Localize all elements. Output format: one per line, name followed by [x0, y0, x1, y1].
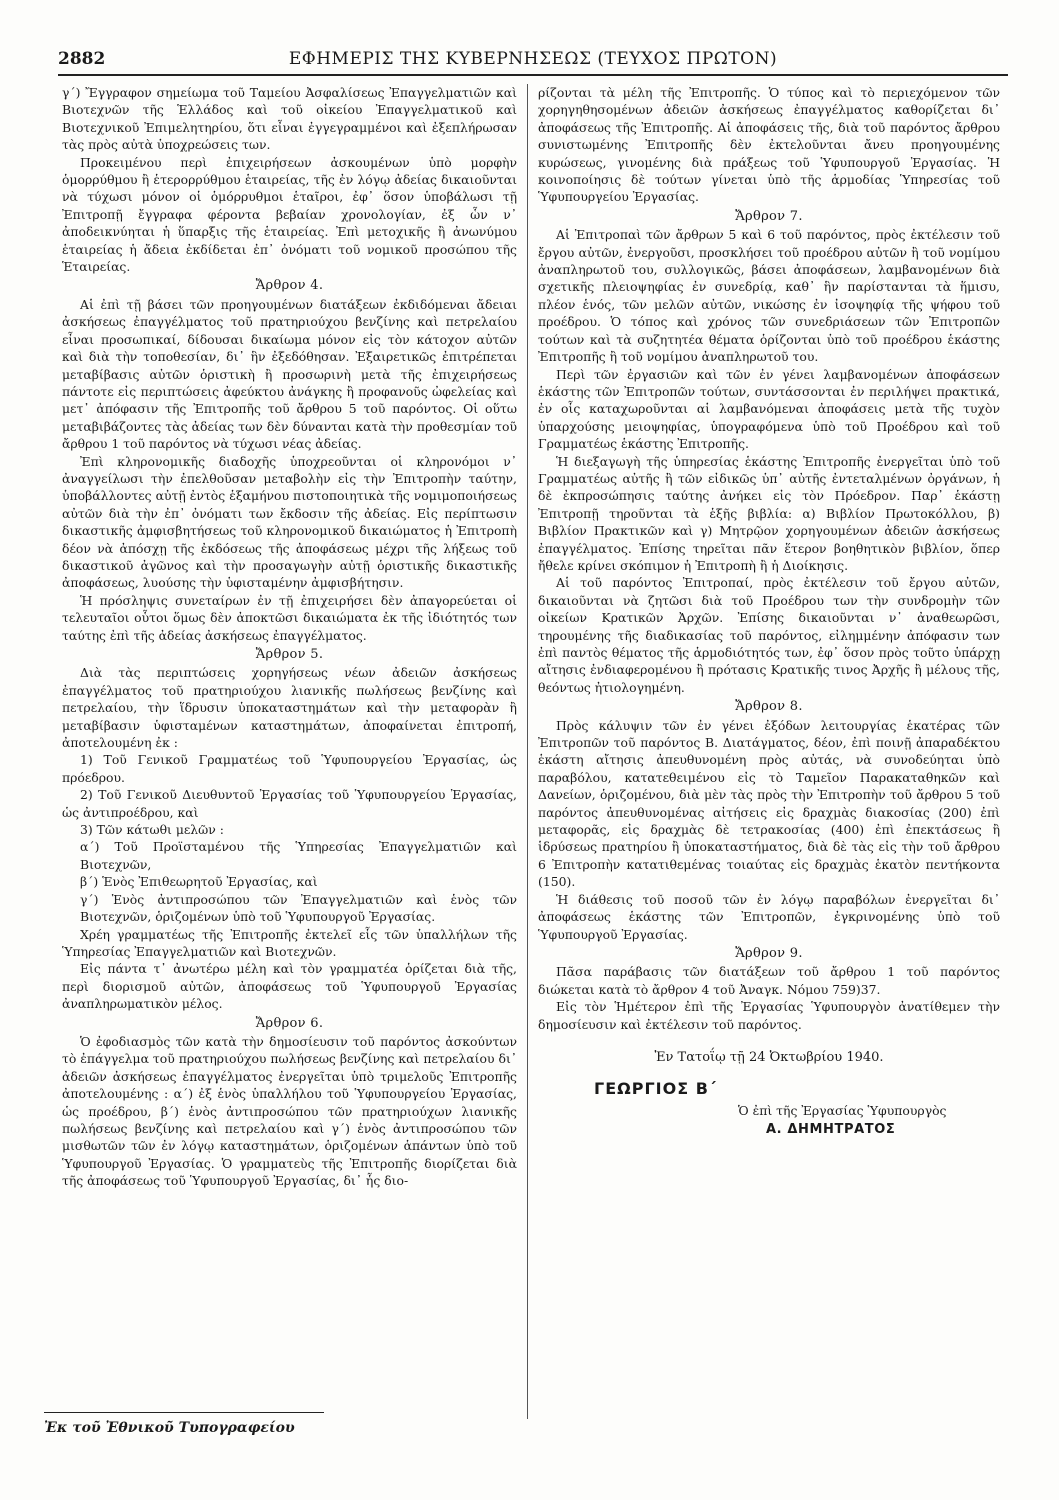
paragraph: Χρέη γραμματέως τῆς Ἐπιτροπῆς ἐκτελεῖ εἷς τῶν ὑπαλλήλων τῆς Ὑπηρεσίας Ἐπαγγελματιῶν καὶ Βιοτεχνῶν. [62, 926, 517, 959]
article-heading: Ἄρθρον 8. [735, 699, 803, 715]
article-heading: Ἄρθρον 9. [735, 945, 803, 961]
paragraph: Ὁ ἐφοδιασμὸς τῶν κατὰ τὴν δημοσίευσιν τοῦ παρόντος ἀσκούντων τὸ ἐπάγγελμα τοῦ πρατηριούχου πωλήσεως βενζίνης καὶ πετρελαίου δι᾿ ἀδειῶν ἀσκήσεως ἐπαγγέλματος ἐνεργεῖται ὑπὸ τριμελοῦς Ἐπιτροπῆς ἀποτελουμένης : α΄) ἐξ ἑνὸς ὑπαλλήλου τοῦ Ὑφυπουργείου Ἐργασίας, ὡς προέδρου, β΄) ἑνὸς ἀντιπροσώπου τῶν πρατηριούχων λιανικῆς πωλήσεως βενζίνης καὶ πετρελαίου καὶ γ΄) ἑνὸς ἀντιπροσώπου τῶν μισθωτῶν τῶν ἐν λόγῳ καταστημάτων, ὁριζομένων ἁπάντων ὑπὸ τοῦ Ὑφυπουργοῦ Ἐργασίας. Ὁ γραμματεὺς τῆς Ἐπιτροπῆς διορίζεται διὰ τῆς ἀποφάσεως τοῦ Ὑφυπουργοῦ Ἐργασίας, δι᾿ ἧς διο- [62, 1033, 517, 1189]
paragraph: Ἐπὶ κληρονομικῆς διαδοχῆς ὑποχρεοῦνται οἱ κληρονόμοι ν᾿ ἀναγγείλωσι τὴν ἐπελθοῦσαν μεταβολὴν εἰς τὴν Ἐπιτροπὴν ταύτην, ὑποβάλλοντες αὐτῇ ἐντὸς ἑξαμήνου πιστοποιητικὰ τῆς νομιμοποιήσεως αὐτῶν διὰ τὴν ἐπ᾿ ὀνόματι των ἔκδοσιν τῆς ἀδείας. Εἰς περίπτωσιν δικαστικῆς ἀμφισβητήσεως τοῦ κληρονομικοῦ δικαιώματος ἡ Ἐπιτροπὴ δέον νὰ ἀπόσχῃ τῆς ἐκδόσεως τῆς ἀποφάσεως μέχρι τῆς λήξεως τοῦ δικαστικοῦ ἀγῶνος καὶ τὴν προσαγωγὴν αὐτῇ ὁριστικῆς δικαστικῆς ἀποφάσεως, λυούσης τὴν ὑφισταμένην ἀμφισβήτησιν. [62, 453, 517, 591]
paragraph: Ἡ διάθεσις τοῦ ποσοῦ τῶν ἐν λόγῳ παραβόλων ἐνεργεῖται δι᾿ ἀποφάσεως ἑκάστης τῶν Ἐπιτροπῶν, ἐγκρινομένης ὑπὸ τοῦ Ὑφυπουργοῦ Ἐργασίας. [538, 891, 1000, 942]
paragraph: Προκειμένου περὶ ἐπιχειρήσεων ἀσκουμένων ὑπὸ μορφὴν ὁμορρύθμου ἢ ἑτερορρύθμου ἑταιρείας, τῆς ἐν λόγῳ ἀδείας δικαιοῦνται νὰ τύχωσι μόνον οἱ ὁμόρρυθμοι ἑταῖροι, ἐφ᾿ ὅσον ὑποβάλωσι τῇ Ἐπιτροπῇ ἔγγραφα φέροντα βεβαίαν χρονολογίαν, ἐξ ὧν ν᾿ ἀποδεικνύηται ἡ ὕπαρξις τῆς ἑταιρείας. Ἐπὶ μετοχικῆς ἢ ἀνωνύμου ἑταιρείας ἡ ἄδεια ἐκδίδεται ἐπ᾿ ὀνόματι τοῦ νομικοῦ προσώπου τῆς Ἑταιρείας. [62, 154, 517, 275]
paragraph: Πρὸς κάλυψιν τῶν ἐν γένει ἐξόδων λειτουργίας ἑκατέρας τῶν Ἐπιτροπῶν τοῦ παρόντος Β. Διατάγματος, δέον, ἐπὶ ποινῇ ἀπαραδέκτου ἑκάστη αἴτησις ἀπευθυνομένη πρὸς αὐτάς, νὰ συνοδεύηται ὑπὸ παραβόλου, κατατεθειμένου εἰς τὸ Ταμεῖον Παρακαταθηκῶν καὶ Δανείων, ὁριζομένου, διὰ μὲν τὰς πρὸς τὴν Ἐπιτροπὴν τοῦ ἄρθρου 5 τοῦ παρόντος ἀπευθυνομένας αἰτήσεις εἰς δραχμὰς διακοσίας (200) ἐπὶ μεταφορᾶς, εἰς δραχμὰς δὲ τετρακοσίας (400) ἐπὶ ἐπεκτάσεως ἢ ἱδρύσεως πρατηρίου ἢ ὑποκαταστήματος, διὰ δὲ τὰς εἰς τὴν τοῦ ἄρθρου 6 Ἐπιτροπὴν κατατιθεμένας τοιαύτας εἰς δραχμὰς ἑκατὸν πεντήκοντα (150). [538, 717, 1000, 890]
footer-rule [44, 1412, 324, 1413]
journal-title: ΕΦΗΜΕΡΙΣ ΤΗΣ ΚΥΒΕΡΝΗΣΕΩΣ (ΤΕΥΧΟΣ ΠΡΩΤΟΝ) [288, 49, 778, 69]
left-column [62, 84, 517, 1190]
article-heading: Ἄρθρον 4. [255, 278, 324, 294]
article-heading: Ἄρθρον 5. [255, 647, 324, 662]
page-header [58, 44, 1008, 74]
page-number: 2882 [58, 49, 106, 69]
dateline: Ἐν Τατοΐῳ τῇ 24 Ὀκτωβρίου 1940. [654, 1049, 884, 1065]
list-item: 1) Τοῦ Γενικοῦ Γραμματέως τοῦ Ὑφυπουργείου Ἐργασίας, ὡς πρόεδρου. [62, 752, 517, 785]
paragraph: γ΄) Ἔγγραφον σημείωμα τοῦ Ταμείου Ἀσφαλίσεως Ἐπαγγελματιῶν καὶ Βιοτεχνῶν τῆς Ἑλλάδος καὶ τοῦ οἰκείου Ἐπαγγελματικοῦ καὶ Βιοτεχνικοῦ Ἐπιμελητηρίου, ὅτι εἶναι ἐγγεγραμμένοι καὶ ἐξεπλήρωσαν τὰς πρὸς αὐτὰ ὑποχρεώσεις των. [62, 85, 517, 153]
article-heading: Ἄρθρον 7. [735, 208, 803, 224]
paragraph: Ἡ πρόσληψις συνεταίρων ἐν τῇ ἐπιχειρήσει δὲν ἀπαγορεύεται οἱ τελευταῖοι οὗτοι ὅμως δὲν ἀποκτῶσι δικαιώματα ἐκ τῆς ἰδιότητός των ταύτης ἐπὶ τῆς ἀδείας ἀσκήσεως ἐπαγγέλματος. [62, 592, 517, 643]
paragraph: Διὰ τὰς περιπτώσεις χορηγήσεως νέων ἀδειῶν ἀσκήσεως ἐπαγγέλματος τοῦ πρατηριούχου λιανικῆς πωλήσεως βενζίνης καὶ πετρελαίου, τὴν ἵδρυσιν ὑποκαταστημάτων καὶ τὴν μεταφορὰν ἢ μεταβίβασιν ὑφισταμένων καταστημάτων, ἀποφαίνεται ἐπιτροπή, ἀποτελουμένη ἐκ : [62, 665, 517, 751]
minister-title: Ὁ ἐπὶ τῆς Ἐργασίας Ὑφυπουργὸς [738, 1102, 947, 1118]
list-item: α΄) Τοῦ Προϊσταμένου τῆς Ὑπηρεσίας Ἐπαγγελματιῶν καὶ Βιοτεχνῶν, [80, 839, 517, 872]
paragraph: Περὶ τῶν ἐργασιῶν καὶ τῶν ἐν γένει λαμβανομένων ἀποφάσεων ἑκάστης τῶν Ἐπιτροπῶν τούτων, συντάσσονται ἐν περιλήψει πρακτικά, ἐν οἷς καταχωροῦνται αἱ λαμβανόμεναι ἀποφάσεις μετὰ τῆς τυχὸν ὑπαρχούσης μειοψηφίας, ὑπογραφόμενα ὑπὸ τοῦ Προέδρου καὶ τοῦ Γραμματέως ἑκάστης Ἐπιτροπῆς. [538, 366, 1000, 452]
royal-signature: ΓΕΩΡΓΙΟΣ Β΄ [594, 1079, 717, 1099]
right-column [538, 84, 1000, 1139]
list-item: γ΄) Ἑνὸς ἀντιπροσώπου τῶν Ἐπαγγελματιῶν καὶ ἑνὸς τῶν Βιοτεχνῶν, ὁριζομένων ὑπὸ τοῦ Ὑφυπουργοῦ Ἐργασίας. [80, 891, 517, 925]
paragraph: Εἰς πάντα τ᾿ ἀνωτέρω μέλη καὶ τὸν γραμματέα ὁρίζεται διὰ τῆς, περὶ διορισμοῦ αὐτῶν, ἀποφάσεως τοῦ Ὑφυπουργοῦ Ἐργασίας ἀναπληρωματικὸν μέλος. [62, 961, 517, 1012]
column-divider [527, 84, 528, 1419]
paragraph: Αἱ τοῦ παρόντος Ἐπιτροπαί, πρὸς ἐκτέλεσιν τοῦ ἔργου αὐτῶν, δικαιοῦνται νὰ ζητῶσι διὰ τοῦ Προέδρου των τὴν συνδρομὴν τῶν οἰκείων Κρατικῶν Ἀρχῶν. Ἐπίσης δικαιοῦνται ν᾿ ἀναθεωρῶσι, τηρουμένης τῆς διαδικασίας τοῦ παρόντος, εἰλημμένην ἀπόφασιν των ἐπὶ παντὸς θέματος τῆς ἁρμοδιότητός των, ἐφ᾿ ὅσον πρὸς τοῦτο ὑπάρχῃ αἴτησις ἐνδιαφερομένου ἢ πρότασις Κρατικῆς τινος Ἀρχῆς ἢ μέλους τῆς, θεόντως ἠτιολογημένη. [538, 575, 1000, 695]
paragraph: Εἰς τὸν Ἡμέτερον ἐπὶ τῆς Ἐργασίας Ὑφυπουργὸν ἀνατίθεμεν τὴν δημοσίευσιν καὶ ἐκτέλεσιν τοῦ παρόντος. [538, 999, 1000, 1032]
list-item: β΄) Ἑνὸς Ἐπιθεωρητοῦ Ἐργασίας, καὶ [80, 874, 318, 890]
paragraph: Πᾶσα παράβασις τῶν διατάξεων τοῦ ἄρθρου 1 τοῦ παρόντος διώκεται κατὰ τὸ ἄρθρον 4 τοῦ Ἀναγκ. Νόμου 759)37. [538, 964, 1000, 997]
article-heading: Ἄρθρον 6. [255, 1015, 324, 1031]
paragraph: ρίζονται τὰ μέλη τῆς Ἐπιτροπῆς. Ὁ τύπος καὶ τὸ περιεχόμενον τῶν χορηγηθησομένων ἀδειῶν ἀσκήσεως ἐπαγγέλματος καθορίζεται δι᾿ ἀποφάσεως τῆς Ἐπιτροπῆς. Αἱ ἀποφάσεις τῆς, διὰ τοῦ παρόντος ἄρθρου συνιστωμένης Ἐπιτροπῆς δὲν ἐκτελοῦνται ἄνευ προηγουμένης κυρώσεως, γινομένης διὰ πράξεως τοῦ Ὑφυπουργοῦ Ἐργασίας. Ἡ κοινοποίησις δὲ τούτων γίνεται ὑπὸ τῆς ἁρμοδίας Ὑπηρεσίας τοῦ Ὑφυπουργείου Ἐργασίας. [538, 85, 1000, 205]
paragraph: Ἡ διεξαγωγὴ τῆς ὑπηρεσίας ἑκάστης Ἐπιτροπῆς ἐνεργεῖται ὑπὸ τοῦ Γραμματέως αὐτῆς ἢ τῶν εἰδικῶς ὑπ᾿ αὐτῆς ἐντεταλμένων ὀργάνων, ἡ δὲ ἐκπροσώπησις ταύτης ἀνήκει εἰς τὸν Πρόεδρον. Παρ᾿ ἑκάστῃ Ἐπιτροπῇ τηροῦνται τὰ ἑξῆς βιβλία: α) Βιβλίον Πρωτοκόλλου, β) Βιβλίον Πρακτικῶν καὶ γ) Μητρῷον χορηγουμένων ἀδειῶν ἀσκήσεως ἐπαγγέλματος. Ἐπίσης τηρεῖται πᾶν ἕτερον βοηθητικὸν βιβλίον, ὅπερ ἤθελε κρίνει σκόπιμον ἡ Ἐπιτροπὴ ἢ ἡ Διοίκησις. [538, 453, 1000, 573]
paragraph: Αἱ ἐπὶ τῇ βάσει τῶν προηγουμένων διατάξεων ἐκδιδόμεναι ἄδειαι ἀσκήσεως ἐπαγγέλματος τοῦ πρατηριούχου βενζίνης καὶ πετρελαίου εἶναι προσωπικαί, δίδουσαι δικαίωμα μόνον εἰς τὸν κάτοχον αὐτῶν καὶ διὰ τὴν τοποθεσίαν, δι᾿ ἣν ἐξεδόθησαν. Ἐξαιρετικῶς ἐπιτρέπεται μεταβίβασις αὐτῶν ὁριστικὴ ἢ προσωρινὴ μετὰ τῆς ἐπιχειρήσεως πάντοτε εἰς περιπτώσεις ἀφεύκτου ἀνάγκης ἢ προφανοῦς ὠφελείας καὶ μετ᾿ ἀπόφασιν τῆς Ἐπιτροπῆς τοῦ ἄρθρου 5 τοῦ παρόντος. Οἱ οὕτω μεταβιβάζοντες τὰς ἀδείας των δὲν δύνανται κατὰ τὴν προθεσμίαν τοῦ ἄρθρου 1 τοῦ παρόντος νὰ τύχωσι νέας ἀδείας. [62, 296, 517, 452]
list-item: 3) Τῶν κάτωθι μελῶν : [80, 822, 224, 838]
header-rule [58, 74, 1008, 76]
list-item: 2) Τοῦ Γενικοῦ Διευθυντοῦ Ἐργασίας τοῦ Ὑφυπουργείου Ἐργασίας, ὡς ἀντιπροέδρου, καὶ [62, 787, 517, 820]
minister-signature-block [538, 1102, 1000, 1139]
minister-name: Α. ΔΗΜΗΤΡΑΤΟΣ [766, 1122, 896, 1138]
printer-imprint: Ἐκ τοῦ Ἐθνικοῦ Τυπογραφείου [44, 1420, 295, 1436]
paragraph: Αἱ Ἐπιτροπαὶ τῶν ἄρθρων 5 καὶ 6 τοῦ παρόντος, πρὸς ἐκτέλεσιν τοῦ ἔργου αὐτῶν, ἐνεργοῦσι, προσκλήσει τοῦ προέδρου αὐτῶν ἢ τοῦ νομίμου ἀναπληρωτοῦ του, συλλογικῶς, βάσει ἀποφάσεων, λαμβανομένων διὰ σχετικῆς πλειοψηφίας ἐν συνεδρίᾳ, καθ᾿ ἣν παρίστανται τὰ ἥμισυ, πλέον ἑνός, τῶν μελῶν αὐτῶν, νικώσης ἐν ἰσοψηφίᾳ τῆς ψήφου τοῦ προέδρου. Ὁ τόπος καὶ χρόνος τῶν συνεδριάσεων τῶν Ἐπιτροπῶν τούτων καὶ τὰ συζητητέα θέματα ὁρίζονται ὑπὸ τοῦ προέδρου ἑκάστης Ἐπιτροπῆς ἢ τοῦ νομίμου ἀναπληρωτοῦ του. [538, 227, 1000, 365]
